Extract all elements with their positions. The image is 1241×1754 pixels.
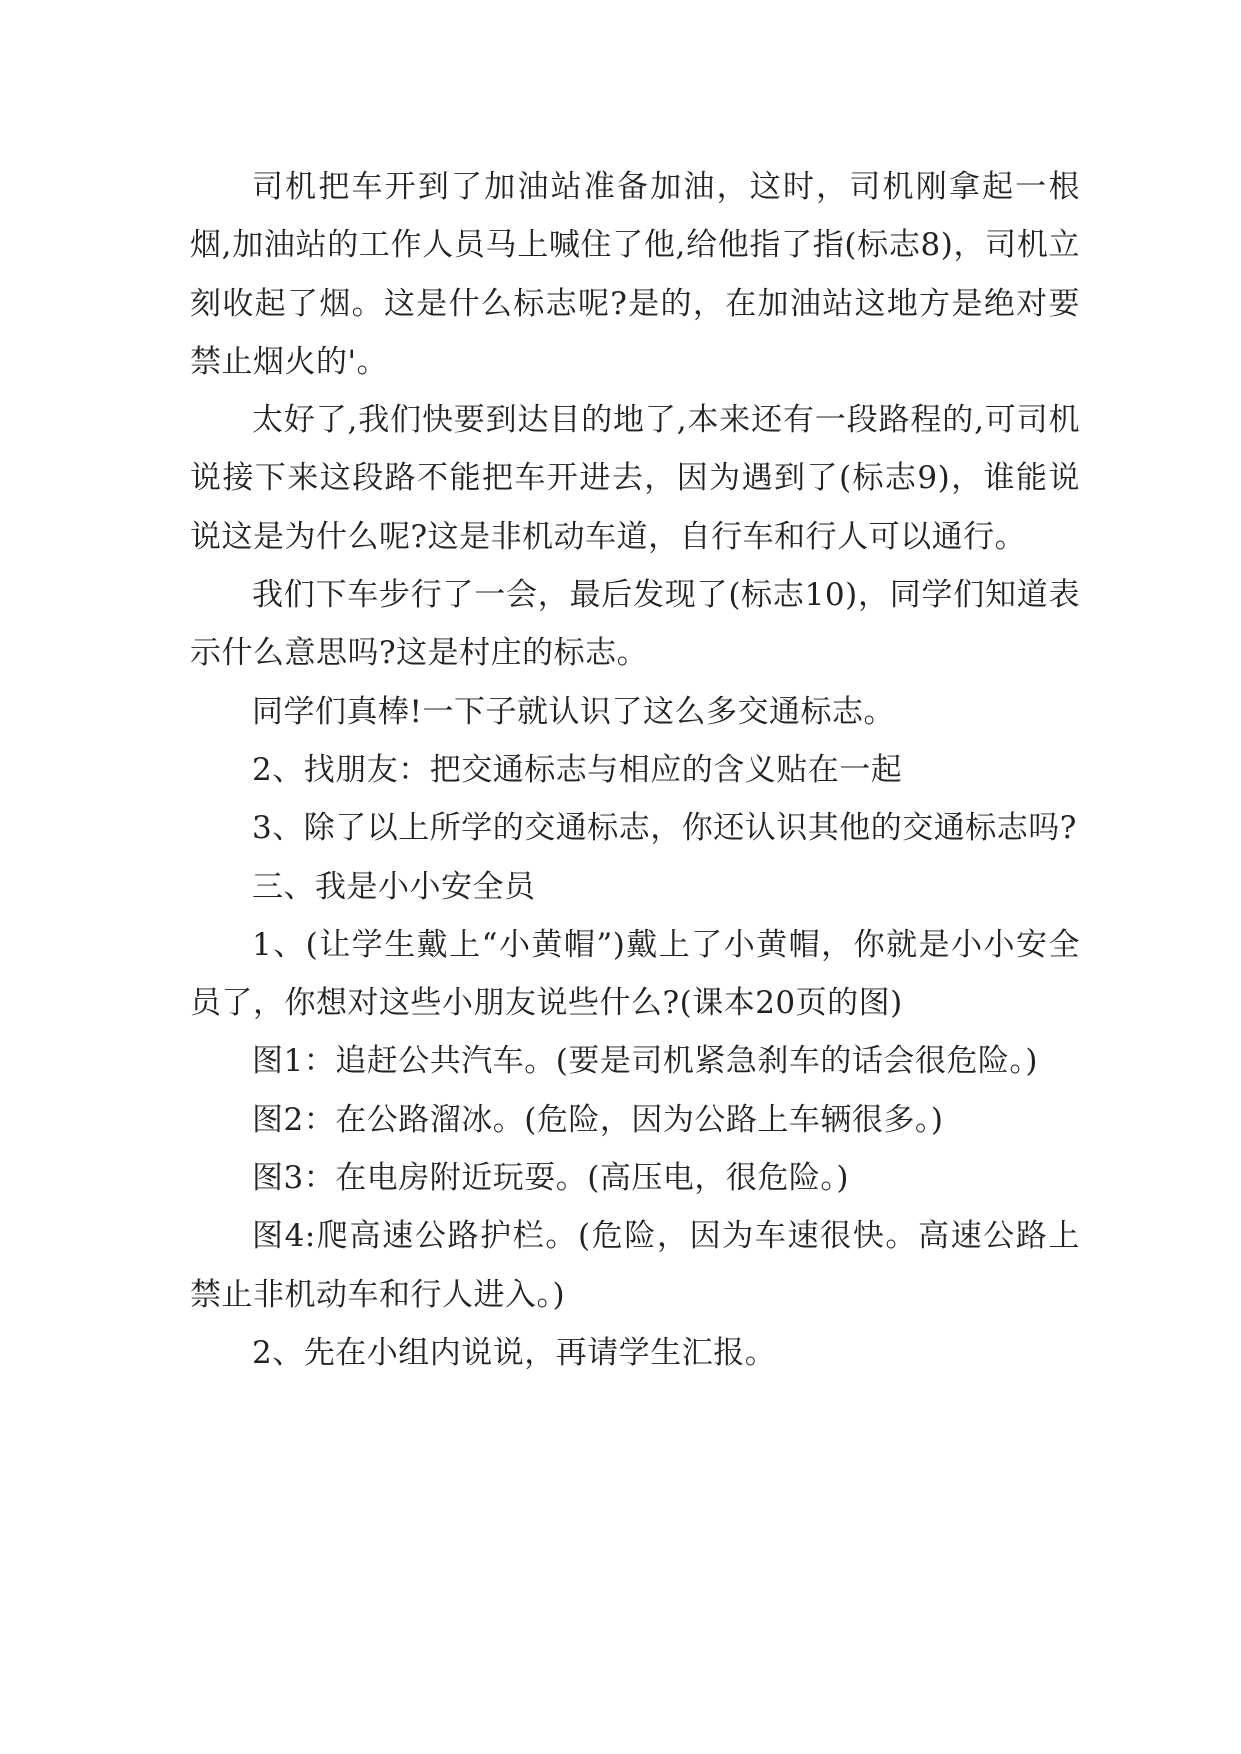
paragraph-village-sign: 我们下车步行了一会，最后发现了(标志10)，同学们知道表示什么意思吗?这是村庄的标志。 xyxy=(190,577,1080,672)
paragraph-gas-station: 司机把车开到了加油站准备加油，这时，司机刚拿起一根烟,加油站的工作人员马上喊住了他,给他指了指(标志8)，司机立刻收起了烟。这是什么标志呢?是的，在加油站这地方是绝对要禁止烟火的'。 xyxy=(190,169,1080,380)
paragraph-non-motor-lane: 太好了,我们快要到达目的地了,本来还有一段路程的,可司机说接下来这段路不能把车开进去，因为遇到了(标志9)，谁能说说这是为什么呢?这是非机动车道，自行车和行人可以通行。 xyxy=(190,402,1080,555)
paragraph-figure-3: 图3：在电房附近玩耍。(高压电，很危险。) xyxy=(252,1160,849,1197)
paragraph-find-friends: 2、找朋友：把交通标志与相应的含义贴在一起 xyxy=(252,751,903,788)
paragraph-figure-4: 图4:爬高速公路护栏。(危险，因为车速很快。高速公路上禁止非机动车和行人进入。) xyxy=(190,1218,1080,1313)
section-heading-safety-officer: 三、我是小小安全员 xyxy=(252,868,536,905)
paragraph-group-discussion: 2、先在小组内说说，再请学生汇报。 xyxy=(252,1334,777,1371)
paragraph-figure-1: 图1：追赶公共汽车。(要是司机紧急刹车的话会很危险。) xyxy=(252,1043,1038,1080)
paragraph-yellow-hat: 1、(让学生戴上“小黄帽”)戴上了小黄帽，你就是小小安全员了，你想对这些小朋友说些什么?(课本20页的图) xyxy=(190,926,1080,1022)
paragraph-other-signs: 3、除了以上所学的交通标志，你还认识其他的交通标志吗? xyxy=(252,810,1077,847)
paragraph-praise: 同学们真棒!一下子就认识了这么多交通标志。 xyxy=(252,693,895,730)
document-body xyxy=(190,158,1080,1382)
paragraph-figure-2: 图2：在公路溜冰。(危险，因为公路上车辆很多。) xyxy=(252,1101,944,1138)
